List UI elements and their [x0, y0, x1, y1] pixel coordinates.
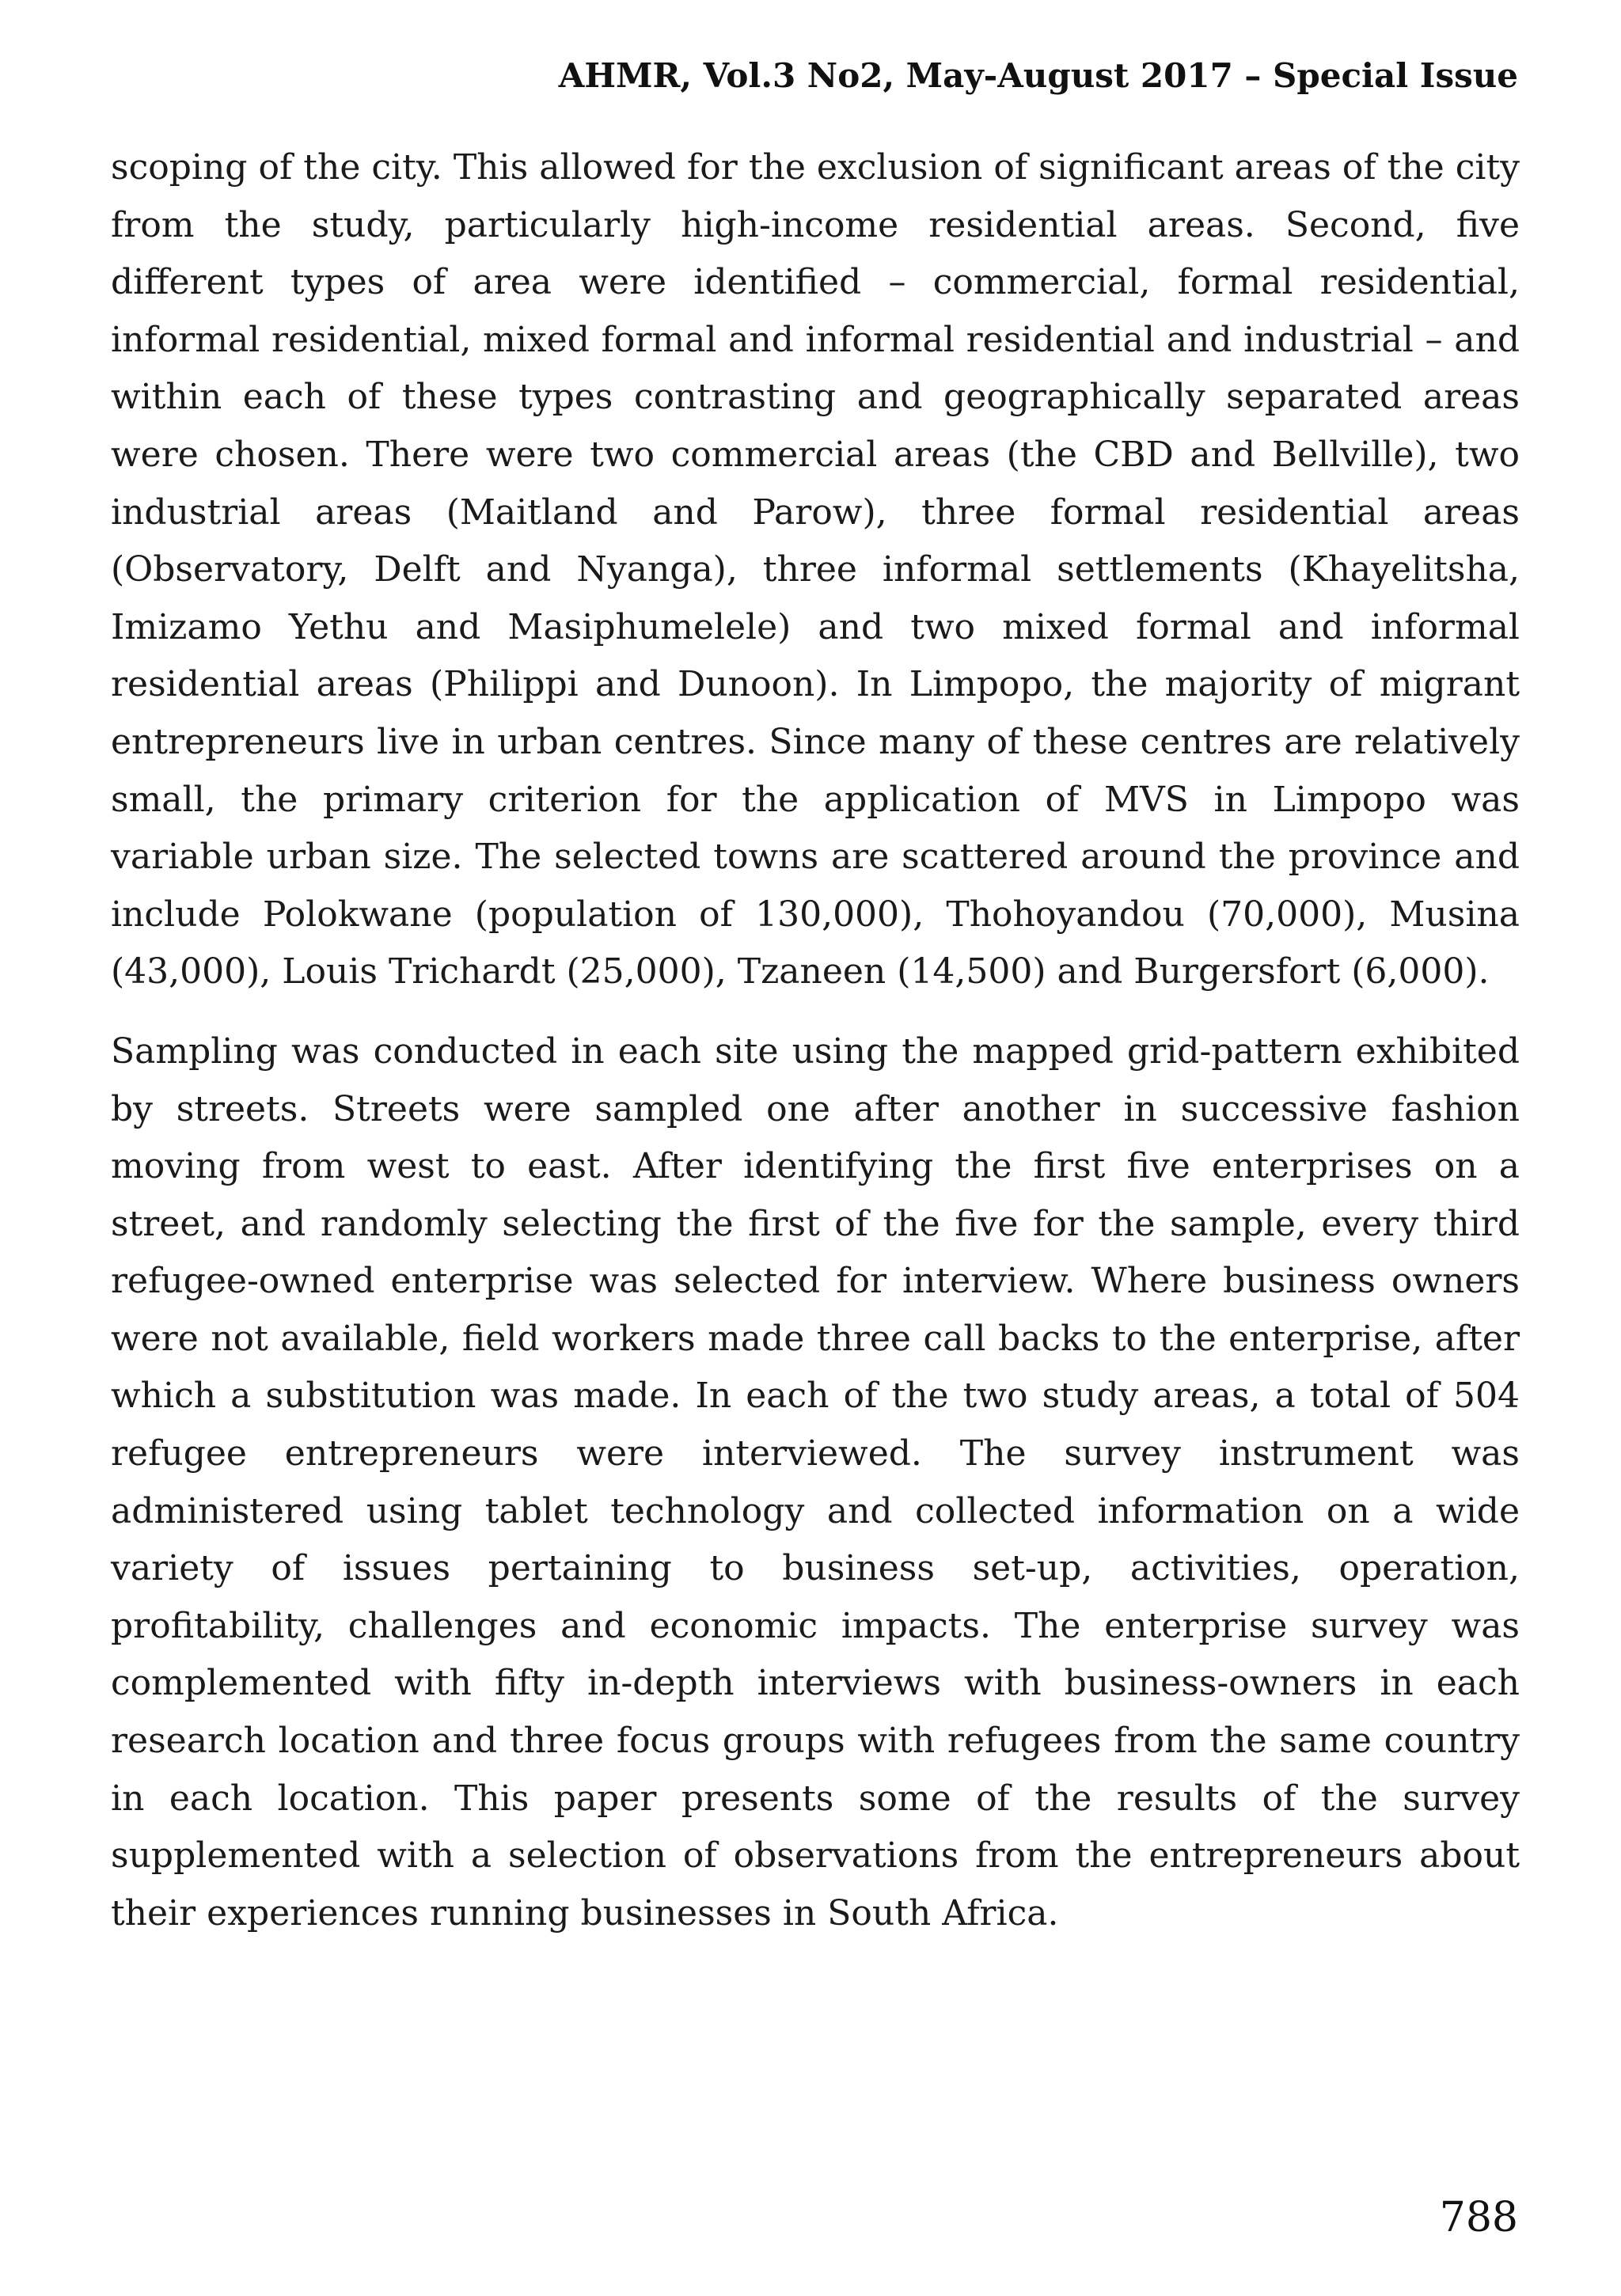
body-text: [111, 139, 1520, 1942]
paragraph-sampling-method: Sampling was conducted in each site using the mapped grid-pattern exhibited by streets. Streets were sampled one after another in successive fashion moving from west to east. After identifying the first five enterprises on a street, and randomly selecting the first of the five for the sample, every third refugee-owned enterprise was selected for interview. Where business owners were not available, field workers made three call backs to the enterprise, after which a substitution was made. In each of the two study areas, a total of 504 refugee entrepreneurs were interviewed. The survey instrument was administered using tablet technology and collected information on a wide variety of issues pertaining to business set-up, activities, operation, profitability, challenges and economic impacts. The enterprise survey was complemented with fifty in-depth interviews with business-owners in each research location and three focus groups with refugees from the same country in each location. This paper presents some of the results of the survey supplemented with a selection of observations from the entrepreneurs about their experiences running businesses in South Africa.: [111, 1030, 1520, 1934]
page-number: 788: [1439, 2194, 1518, 2241]
paragraph-study-areas: scoping of the city. This allowed for the exclusion of significant areas of the city from the study, particularly high-income residential areas. Second, five different types of area were identified – commercial, formal residential, informal residential, mixed formal and informal residential and industrial – and within each of these types contrasting and geographically separated areas were chosen. There were two commercial areas (the CBD and Bellville), two industrial areas (Maitland and Parow), three formal residential areas (Observatory, Delft and Nyanga), three informal settlements (Khayelitsha, Imizamo Yethu and Masiphumelele) and two mixed formal and informal residential areas (Philippi and Dunoon). In Limpopo, the majority of migrant entrepreneurs live in urban centres. Since many of these centres are relatively small, the primary criterion for the application of MVS in Limpopo was variable urban size. The selected towns are scattered around the province and include Polokwane (population of 130,000), Thohoyandou (70,000), Musina (43,000), Louis Trichardt (25,000), Tzaneen (14,500) and Burgersfort (6,000).: [111, 147, 1520, 992]
running-header: AHMR, Vol.3 No2, May-August 2017 – Special Issue: [558, 56, 1518, 95]
